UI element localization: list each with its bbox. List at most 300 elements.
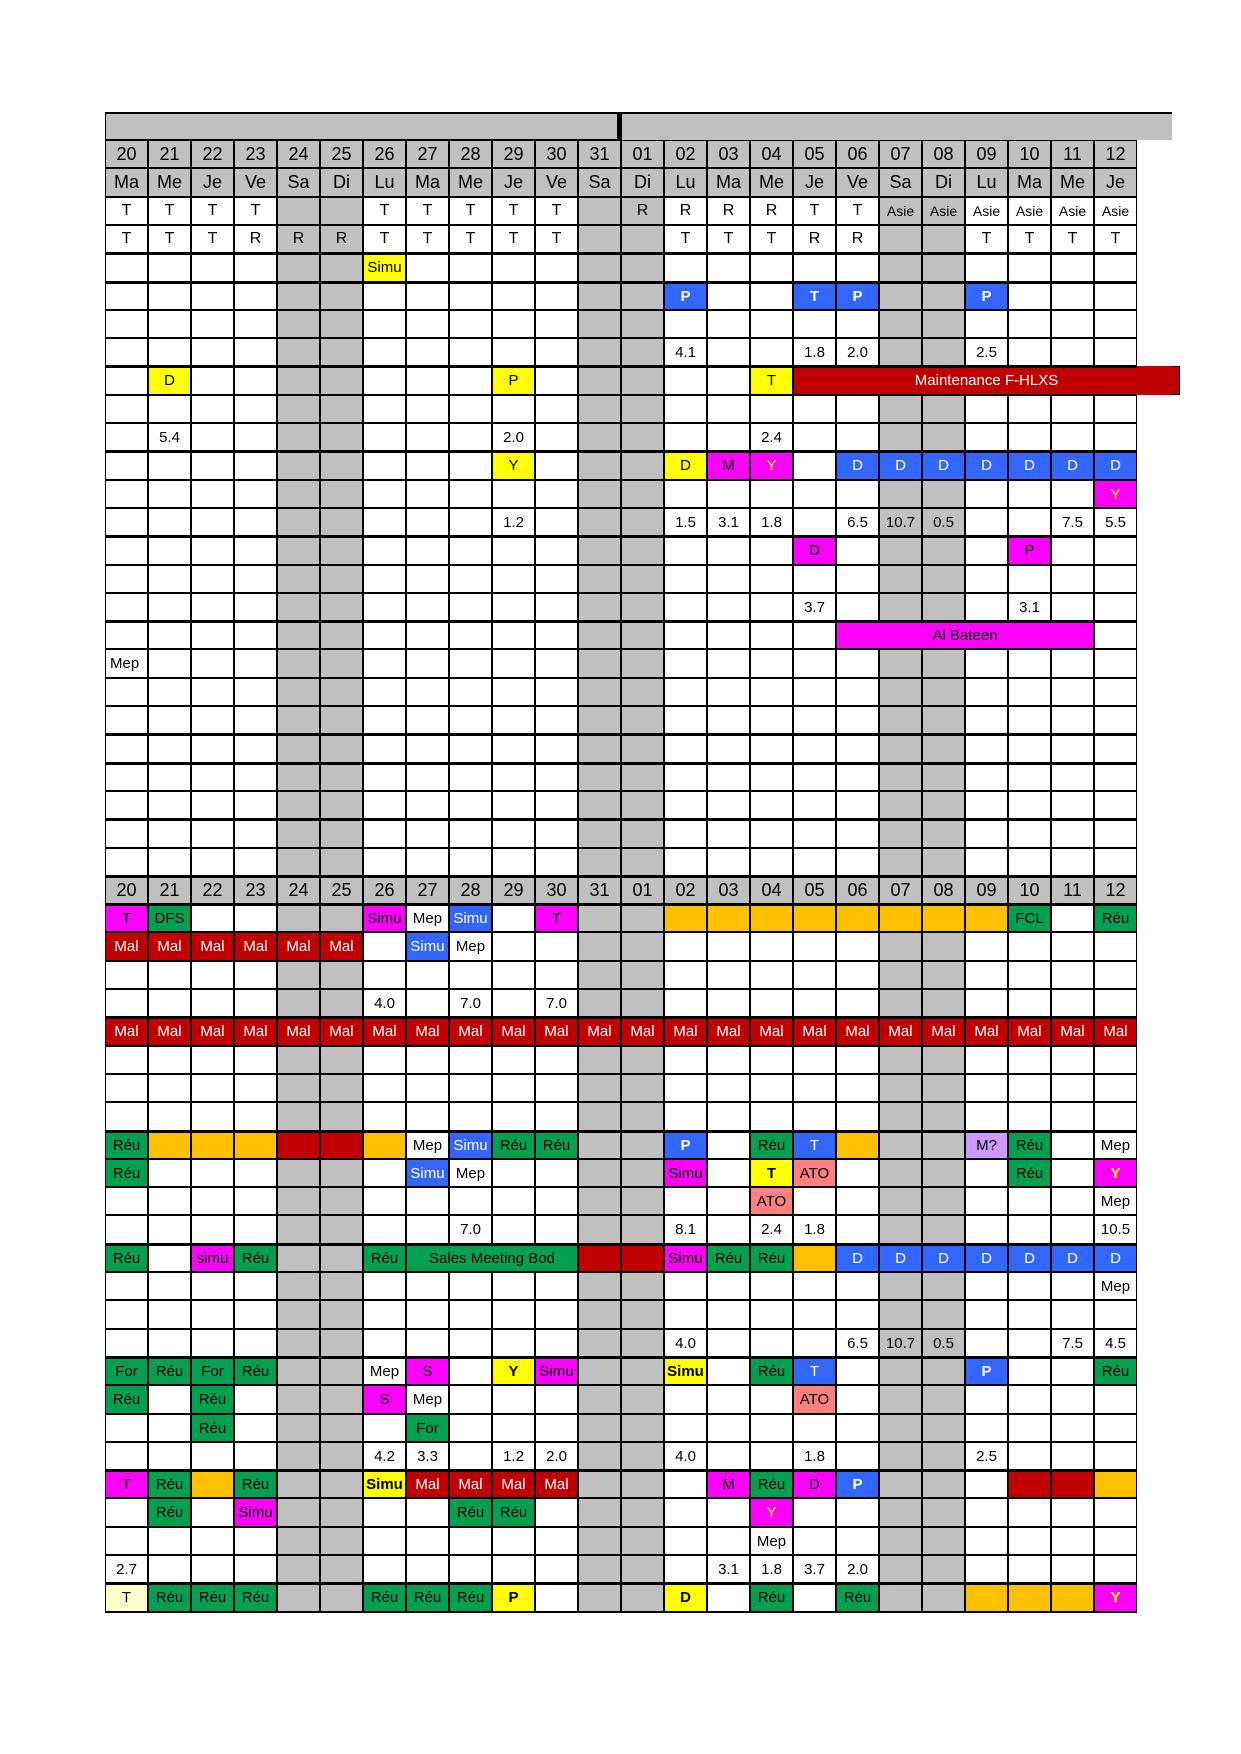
grid-cell [277,1442,320,1470]
grid-cell [578,310,621,338]
grid-cell [836,1272,879,1300]
schedule-entry: 5.5 [1094,508,1137,536]
schedule-entry: Simu [664,1244,707,1272]
grid-cell [535,451,578,480]
grid-cell [234,1272,277,1300]
grid-cell [406,1329,449,1357]
schedule-entry: 4.5 [1094,1329,1137,1357]
grid-cell [578,819,621,848]
schedule-entry: Réu [148,1498,191,1527]
grid-cell [535,1159,578,1187]
grid-cell [664,1414,707,1442]
grid-cell [148,1414,191,1442]
grid-cell [406,1555,449,1583]
grid-cell [320,1329,363,1357]
grid-cell [191,734,234,763]
grid-cell [793,706,836,734]
grid-cell [879,1414,922,1442]
grid-cell [793,1300,836,1329]
grid-cell [320,1414,363,1442]
grid-cell [535,819,578,848]
grid-cell [406,282,449,310]
grid-cell [148,1527,191,1555]
schedule-entry: Mal [234,1017,277,1046]
grid-cell [406,848,449,876]
grid-cell [707,1131,750,1159]
grid-cell [406,1498,449,1527]
schedule-entry: 3.3 [406,1442,449,1470]
grid-cell [320,536,363,565]
header-day: 31 [578,876,621,904]
grid-cell [922,1555,965,1583]
schedule-entry: Mal [621,1017,664,1046]
header-cell: T [406,197,449,225]
header-cell: Sa [879,168,922,197]
grid-cell [664,848,707,876]
grid-cell [664,366,707,395]
schedule-entry: 2.0 [492,423,535,451]
grid-cell [535,480,578,508]
grid-cell [1094,1300,1137,1329]
grid-cell [664,1470,707,1498]
row-separator [105,1130,1137,1133]
grid-cell [234,678,277,706]
grid-cell [277,1159,320,1187]
header-cell: Di [621,168,664,197]
grid-cell [965,706,1008,734]
grid-cell [750,1272,793,1300]
grid-cell [148,1102,191,1131]
grid-cell [1008,423,1051,451]
schedule-entry: Mep [363,1357,406,1385]
grid-cell [277,621,320,649]
schedule-entry: Réu [234,1583,277,1612]
grid-cell [750,338,793,366]
grid-cell [406,819,449,848]
grid-cell [793,961,836,989]
schedule-entry: simu [191,1244,234,1272]
grid-cell [492,1272,535,1300]
grid-cell [621,366,664,395]
grid-cell [578,1046,621,1074]
schedule-entry: Réu [363,1244,406,1272]
grid-cell [320,763,363,791]
grid-cell [1008,1527,1051,1555]
grid-cell [277,649,320,678]
header-cell: T [492,225,535,253]
schedule-entry: Mal [707,1017,750,1046]
grid-cell [707,253,750,282]
grid-cell [793,451,836,480]
schedule-entry: 1.5 [664,508,707,536]
header-cell: R [793,225,836,253]
schedule-entry: 7.5 [1051,1329,1094,1357]
grid-cell [320,1527,363,1555]
header-cell: T [191,197,234,225]
grid-cell [363,932,406,961]
schedule-entry: Mal [406,1017,449,1046]
grid-cell [750,536,793,565]
grid-cell [1008,706,1051,734]
schedule-entry: D [965,451,1008,480]
grid-cell [191,1555,234,1583]
grid-cell [1008,1272,1051,1300]
grid-cell [1051,253,1094,282]
grid-cell [1008,848,1051,876]
grid-cell [535,1527,578,1555]
grid-cell [449,706,492,734]
grid-cell [492,1329,535,1357]
schedule-entry: 2.7 [105,1555,148,1583]
grid-cell [793,1498,836,1527]
grid-cell [277,1300,320,1329]
grid-cell [965,1074,1008,1102]
schedule-entry: Simu [234,1498,277,1527]
grid-cell [965,1159,1008,1187]
grid-cell [406,423,449,451]
grid-cell [793,1102,836,1131]
grid-cell [922,678,965,706]
grid-cell [492,565,535,593]
grid-cell [707,819,750,848]
grid-cell [191,593,234,621]
grid-cell [664,1074,707,1102]
grid-cell [1094,1074,1137,1102]
header-day: 08 [922,876,965,904]
grid-cell [449,734,492,763]
grid-cell [578,366,621,395]
grid-cell [234,1442,277,1470]
grid-cell [836,989,879,1017]
grid-cell [277,536,320,565]
schedule-entry: 2.0 [836,1555,879,1583]
schedule-entry [191,1131,234,1159]
schedule-entry: Mal [535,1470,578,1498]
grid-cell [750,253,793,282]
grid-cell [836,1442,879,1470]
grid-cell [1094,734,1137,763]
schedule-entry: P [836,282,879,310]
header-day: 28 [449,140,492,168]
grid-cell [320,706,363,734]
grid-cell [363,480,406,508]
grid-cell [320,1244,363,1272]
grid-cell [191,1102,234,1131]
schedule-entry [879,904,922,932]
grid-cell [234,819,277,848]
grid-cell [879,649,922,678]
grid-cell [922,536,965,565]
grid-cell [621,989,664,1017]
grid-cell [922,395,965,423]
grid-cell [578,395,621,423]
grid-cell [320,734,363,763]
grid-cell [406,961,449,989]
schedule-entry: 2.0 [836,338,879,366]
grid-cell [449,1102,492,1131]
grid-cell [234,961,277,989]
grid-cell [320,1272,363,1300]
grid-cell [449,565,492,593]
grid-cell [1094,706,1137,734]
grid-cell [363,1159,406,1187]
grid-cell [707,423,750,451]
grid-cell [449,1329,492,1357]
grid-cell [277,734,320,763]
grid-cell [449,791,492,819]
schedule-entry: ATO [793,1159,836,1187]
grid-cell [836,932,879,961]
grid-cell [750,1329,793,1357]
grid-cell [793,1272,836,1300]
grid-cell [664,1046,707,1074]
grid-cell [879,932,922,961]
grid-cell [363,1414,406,1442]
grid-cell [320,508,363,536]
grid-cell [234,904,277,932]
schedule-entry: P [664,282,707,310]
grid-cell [707,366,750,395]
header-day: 24 [277,876,320,904]
schedule-entry: 2.0 [535,1442,578,1470]
grid-cell [492,1300,535,1329]
grid-cell [707,649,750,678]
grid-cell [105,1272,148,1300]
schedule-entry: Mal [1094,1017,1137,1046]
title-bar-right [618,112,1172,140]
schedule-entry: Réu [105,1244,148,1272]
grid-cell [191,706,234,734]
schedule-entry: Réu [750,1357,793,1385]
grid-cell [320,678,363,706]
grid-cell [965,565,1008,593]
grid-cell [1008,1498,1051,1527]
schedule-entry: Réu [1008,1131,1051,1159]
grid-cell [621,565,664,593]
grid-cell [492,1102,535,1131]
header-day: 27 [406,140,449,168]
header-cell: T [363,225,406,253]
schedule-entry: 7.0 [449,1215,492,1244]
grid-cell [836,734,879,763]
grid-cell [363,1187,406,1215]
grid-cell [879,565,922,593]
grid-cell [277,282,320,310]
grid-cell [965,1102,1008,1131]
header-cell: T [535,225,578,253]
grid-cell [234,1159,277,1187]
grid-cell [1051,791,1094,819]
grid-cell [277,1272,320,1300]
grid-cell [621,706,664,734]
grid-cell [793,734,836,763]
grid-cell [449,338,492,366]
header-cell [277,197,320,225]
grid-cell [148,1074,191,1102]
schedule-entry: T [105,904,148,932]
schedule-entry [965,904,1008,932]
grid-cell [836,1357,879,1385]
grid-cell [277,989,320,1017]
grid-cell [578,1385,621,1414]
grid-cell [320,1046,363,1074]
grid-cell [105,989,148,1017]
grid-cell [578,1215,621,1244]
grid-cell [621,338,664,366]
header-day: 01 [621,876,664,904]
grid-cell [449,961,492,989]
grid-cell [277,1527,320,1555]
grid-cell [793,1527,836,1555]
grid-cell [578,678,621,706]
schedule-entry: 7.0 [535,989,578,1017]
grid-cell [1094,338,1137,366]
grid-cell [320,310,363,338]
grid-cell [277,678,320,706]
grid-cell [535,763,578,791]
header-cell: R [234,225,277,253]
grid-cell [879,734,922,763]
grid-cell [234,763,277,791]
grid-cell [707,1272,750,1300]
grid-cell [105,1187,148,1215]
schedule-entry: D [1008,1244,1051,1272]
grid-cell [148,763,191,791]
grid-cell [320,1442,363,1470]
grid-cell [965,1555,1008,1583]
grid-cell [1008,565,1051,593]
grid-cell [707,932,750,961]
grid-cell [922,338,965,366]
grid-cell [535,961,578,989]
header-day: 11 [1051,876,1094,904]
grid-cell [707,1329,750,1357]
grid-cell [191,1300,234,1329]
grid-cell [707,1385,750,1414]
grid-cell [191,1442,234,1470]
schedule-entry [234,1131,277,1159]
grid-cell [965,536,1008,565]
grid-cell [836,423,879,451]
grid-cell [879,1385,922,1414]
grid-cell [234,508,277,536]
grid-cell [836,1498,879,1527]
header-day: 03 [707,876,750,904]
grid-cell [492,1074,535,1102]
grid-cell [621,253,664,282]
grid-cell [105,791,148,819]
grid-cell [320,1074,363,1102]
grid-cell [449,649,492,678]
grid-cell [793,989,836,1017]
grid-cell [148,791,191,819]
schedule-entry: 2.5 [965,338,1008,366]
grid-cell [363,1498,406,1527]
grid-cell [879,1555,922,1583]
grid-cell [578,1498,621,1527]
header-cell: Je [1094,168,1137,197]
header-cell: R [621,197,664,225]
schedule-entry: Mal [664,1017,707,1046]
schedule-entry: 2.4 [750,423,793,451]
grid-cell [1051,904,1094,932]
grid-cell [578,1300,621,1329]
grid-cell [922,1470,965,1498]
schedule-entry: 3.1 [1008,593,1051,621]
schedule-entry [1094,1470,1137,1498]
schedule-entry: 3.7 [793,593,836,621]
grid-cell [707,763,750,791]
grid-cell [707,1074,750,1102]
schedule-entry: Simu [363,1470,406,1498]
schedule-entry: Sales Meeting Bod [406,1244,578,1272]
grid-cell [492,1159,535,1187]
grid-cell [1008,310,1051,338]
grid-cell [578,989,621,1017]
grid-cell [922,1046,965,1074]
grid-cell [535,621,578,649]
grid-cell [922,819,965,848]
schedule-entry [363,1131,406,1159]
grid-cell [793,310,836,338]
grid-cell [492,678,535,706]
schedule-entry: Réu [191,1414,234,1442]
grid-cell [363,1272,406,1300]
grid-cell [277,1215,320,1244]
schedule-entry: D [965,1244,1008,1272]
grid-cell [105,763,148,791]
schedule-entry [965,1583,1008,1612]
grid-cell [879,1272,922,1300]
grid-cell [750,480,793,508]
schedule-entry: 10.5 [1094,1215,1137,1244]
grid-cell [578,734,621,763]
grid-cell [621,282,664,310]
grid-cell [148,961,191,989]
schedule-entry: Y [750,451,793,480]
grid-cell [965,1414,1008,1442]
grid-cell [707,1187,750,1215]
schedule-entry: Mep [1094,1272,1137,1300]
grid-cell [621,1470,664,1498]
schedule-entry: 3.7 [793,1555,836,1583]
grid-cell [406,480,449,508]
grid-cell [707,1046,750,1074]
grid-cell [148,451,191,480]
grid-cell [793,423,836,451]
schedule-entry: Réu [449,1498,492,1527]
grid-cell [105,734,148,763]
grid-cell [1008,338,1051,366]
grid-cell [1008,395,1051,423]
grid-cell [1008,1555,1051,1583]
grid-cell [707,536,750,565]
grid-cell [105,423,148,451]
grid-cell [320,1498,363,1527]
grid-cell [707,678,750,706]
grid-cell [707,593,750,621]
grid-cell [105,1527,148,1555]
grid-cell [621,1102,664,1131]
grid-cell [578,932,621,961]
grid-cell [1051,961,1094,989]
grid-cell [707,1498,750,1527]
schedule-entry: Mal [449,1017,492,1046]
schedule-entry: D [1008,451,1051,480]
schedule-entry [191,1470,234,1498]
grid-cell [320,480,363,508]
schedule-entry: 6.5 [836,1329,879,1357]
